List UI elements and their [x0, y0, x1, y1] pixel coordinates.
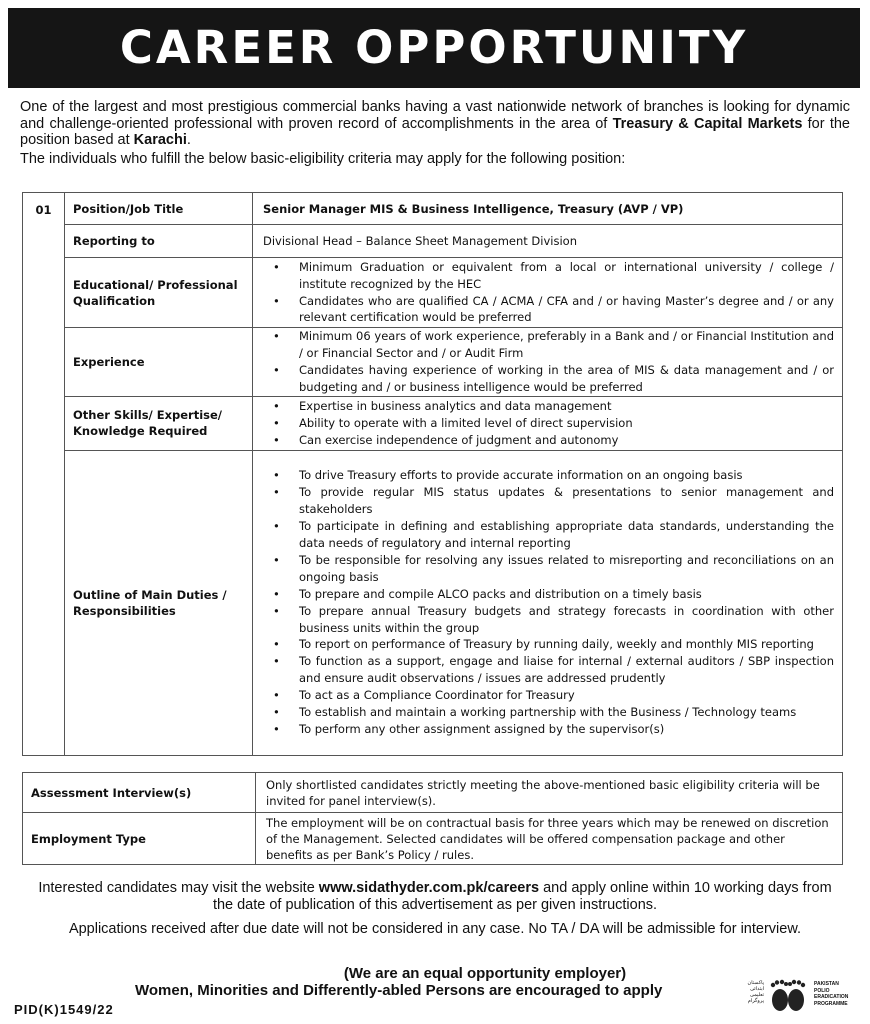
row-label: Experience: [65, 328, 253, 397]
row-label: Employment Type: [23, 813, 256, 865]
footer-text-part: Interested candidates may visit the website: [38, 880, 319, 896]
list-item: • To establish and maintain a working partnership with the Business / Technology teams: [263, 704, 834, 721]
table-row: [23, 328, 843, 397]
eligibility-statement: The individuals who fulfill the below basic-eligibility criteria may apply for the following position:: [20, 150, 626, 167]
career-opportunity-banner: [8, 8, 860, 88]
logo-text-line: POLIO: [814, 987, 830, 994]
logo-text-line: پاکستان: [747, 980, 764, 986]
list-item: • Minimum Graduation or equivalent from a local or international university / college / institute recognized by the HEC: [263, 259, 834, 293]
table-row: [23, 813, 843, 865]
list-item: • To drive Treasury efforts to provide accurate information on an ongoing basis: [263, 467, 834, 484]
list-item: • Candidates who are qualified CA / ACMA / CFA and / or having Master’s degree and / or any relevant certification would be preferred: [263, 293, 834, 327]
list-item: • To participate in defining and establishing appropriate data standards, understanding the data needs of regulatory and internal reporting: [263, 518, 834, 552]
table-row: [23, 193, 843, 225]
number-cell: [23, 225, 65, 258]
list-item: • Ability to operate with a limited level of direct supervision: [263, 415, 834, 432]
footer-text-part: and apply online within 10 working days from the date of publication of this advertisement as per given instructions.: [212, 880, 832, 913]
list-item: • To act as a Compliance Coordinator for Treasury: [263, 687, 834, 704]
number-cell: [23, 396, 65, 450]
skills-list: [253, 396, 843, 450]
pid-code: PID(K)1549/22: [14, 1002, 114, 1017]
bullet-list: [263, 398, 834, 449]
equal-opportunity-line: (We are an equal opportunity employer): [343, 965, 627, 982]
list-item: • To perform any other assignment assigned by the supervisor(s): [263, 721, 834, 738]
row-label: Outline of Main Duties / Responsibilities: [65, 450, 253, 755]
number-cell: [23, 450, 65, 755]
city-highlight: Karachi: [133, 132, 187, 148]
intro-text-part: .: [186, 132, 191, 148]
table-row: [23, 450, 843, 755]
bullet-list: [263, 259, 834, 327]
table-row: [23, 225, 843, 258]
list-item: • To be responsible for resolving any issues related to misreporting and reconciliations on an ongoing basis: [263, 552, 834, 586]
polio-eradication-logo: [738, 976, 863, 1016]
area-highlight: Treasury & Capital Markets: [612, 115, 803, 132]
row-label: Other Skills/ Expertise/ Knowledge Required: [65, 396, 253, 450]
job-title: Senior Manager MIS & Business Intelligence, Treasury (AVP / VP): [253, 193, 843, 225]
logo-text-line: تعلیمی: [749, 992, 764, 998]
duties-list: [253, 450, 843, 755]
table-row: [23, 396, 843, 450]
intro-text-part: for the position based at: [20, 115, 850, 148]
table-row: [23, 258, 843, 328]
intro-text-part: One of the largest and most prestigious commercial banks having a vast nationwide network of branches is looking for dynamic and challenge-oriented professional with proven record of accomplishments in the area of: [20, 99, 850, 132]
list-item: • To report on performance of Treasury by running daily, weekly and monthly MIS reporting: [263, 636, 834, 653]
logo-text-line: PROGRAMME: [814, 1000, 848, 1007]
experience-list: [253, 328, 843, 397]
row-label: Assessment Interview(s): [23, 773, 256, 813]
due-date-notice: Applications received after due date will not be considered in any case. No TA / DA will be admissible for interview.: [68, 921, 802, 937]
encouraged-line: Women, Minorities and Differently-abled Persons are encouraged to apply: [135, 982, 663, 999]
logo-urdu-text: [738, 980, 764, 1004]
footprints-icon: [766, 978, 810, 1014]
row-label: Educational/ Professional Qualification: [65, 258, 253, 328]
list-item: • Minimum 06 years of work experience, preferably in a Bank and / or Financial Institution and / or Financial Sector and / or Audit Firm: [263, 328, 834, 362]
apply-instructions: [30, 880, 840, 914]
list-item: • To function as a support, engage and liaise for internal / external auditors / SBP inspection and ensure audit observations / issues are addressed prudently: [263, 653, 834, 687]
employment-detail: The employment will be on contractual basis for three years which may be renewed on discretion of the Management. Selected candidates will be offered compensation package and other benefits as per Bank’s Policy / rules.: [256, 813, 843, 865]
number-cell: [23, 328, 65, 397]
list-item: • Can exercise independence of judgment and autonomy: [263, 432, 834, 449]
reporting-to: Divisional Head – Balance Sheet Management Division: [253, 225, 843, 258]
intro-paragraph: [20, 99, 850, 149]
education-list: [253, 258, 843, 328]
list-item: • To prepare and compile ALCO packs and distribution on a timely basis: [263, 586, 834, 603]
logo-text-line: PAKISTAN: [814, 981, 839, 987]
banner-title: CAREER OPPORTUNITY: [119, 21, 749, 74]
row-label: Reporting to: [65, 225, 253, 258]
logo-text-line: ابتدائی: [750, 986, 764, 992]
application-instructions: [30, 880, 840, 938]
table-row: [23, 773, 843, 813]
terms-table: [22, 772, 843, 865]
list-item: • Candidates having experience of working in the area of MIS & data management and / or budgeting and / or business intelligence would be preferred: [263, 362, 834, 396]
list-item: • To provide regular MIS status updates & presentations to senior management and stakeholders: [263, 484, 834, 518]
logo-text-line: ERADICATION: [814, 994, 849, 1000]
position-number: 01: [23, 193, 65, 225]
logo-text-line: پروگرام: [747, 998, 764, 1004]
position-table: [22, 192, 843, 756]
careers-website-link[interactable]: www.sidathyder.com.pk/careers: [318, 880, 540, 896]
row-label: Position/Job Title: [65, 193, 253, 225]
list-item: • Expertise in business analytics and data management: [263, 398, 834, 415]
bullet-list: [263, 467, 834, 738]
intro-text: [20, 99, 850, 167]
bullet-list: [263, 328, 834, 396]
logo-english-text: [814, 981, 848, 1007]
list-item: • To prepare annual Treasury budgets and strategy forecasts in coordination with other business units within the group: [263, 603, 834, 637]
assessment-detail: Only shortlisted candidates strictly meeting the above-mentioned basic eligibility criteria will be invited for panel interview(s).: [256, 773, 843, 813]
number-cell: [23, 258, 65, 328]
